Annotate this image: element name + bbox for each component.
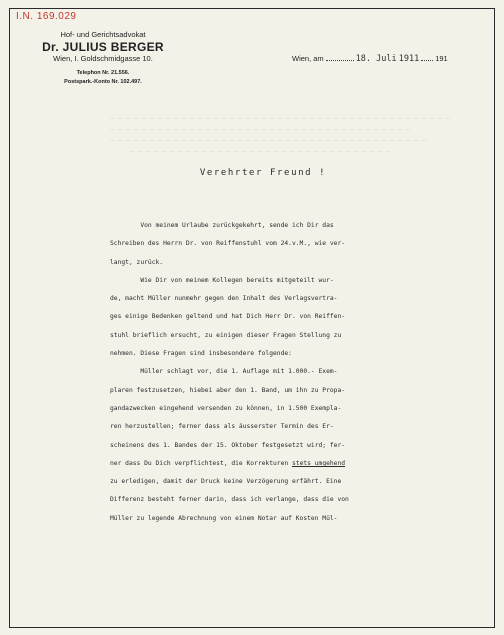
date-rule <box>326 60 354 61</box>
bleed-through <box>110 118 450 119</box>
bleed-through <box>110 140 430 141</box>
body-line: ren herzustellen; ferner dass als äusserster Termin des Er- <box>110 423 334 431</box>
body-line: zu erledigen, damit der Druck keine Verzögerung erfährt. Eine <box>110 478 342 486</box>
body-line: stuhl brieflich ersucht, zu einigen dieser Fragen Stellung zu <box>110 331 342 339</box>
body-line: gandazwecken eingehend versenden zu können, in 1.500 Exempla- <box>110 404 342 412</box>
body-line: Differenz besteht ferner darin, dass ich verlange, dass die von <box>110 496 349 504</box>
bleed-through <box>110 129 410 130</box>
date-place: Wien, am <box>292 54 324 63</box>
body-line: Wie Dir von meinem Kollegen bereits mitgeteilt wur- <box>110 276 334 284</box>
letterhead-name: Dr. JULIUS BERGER <box>42 40 164 54</box>
underlined-phrase: stets umgehend <box>291 459 346 467</box>
body-line: de, macht Müller nunmehr gegen den Inhalt des Verlagsvertra- <box>110 295 338 303</box>
letterhead-address: Wien, I. Goldschmidgasse 10. <box>53 54 153 63</box>
body-line: langt, zurück. <box>110 258 164 266</box>
letterhead-telephone: Telephon Nr. 21.556. <box>76 70 130 76</box>
body-line: nehmen. Diese Fragen sind insbesondere folgende: <box>110 350 292 358</box>
letter-body <box>110 217 460 528</box>
salutation: Verehrter Freund ! <box>199 168 327 178</box>
date-day-month: 18. Juli <box>355 54 397 64</box>
date-year-prefix: 191 <box>435 54 448 63</box>
letterhead-postal-account: Postspark.-Konto Nr. 102.497. <box>64 79 142 85</box>
letterhead <box>18 30 188 87</box>
body-line: Müller schlagt vor, die 1. Auflage mit 1.000.- Exem- <box>110 368 338 376</box>
bleed-through <box>130 151 390 152</box>
body-line: ges einige Bedenken geltend und hat Dich Herr Dr. von Reiffen- <box>110 313 346 321</box>
date-rule-2 <box>421 60 433 61</box>
body-line: scheinens des 1. Bandes der 15. Oktober festgesetzt wird; fer- <box>110 441 346 449</box>
letterhead-office: Hof- und Gerichtsadvokat <box>60 30 146 39</box>
date-year-typed: 1911 <box>398 54 420 64</box>
body-line: Von meinem Urlaube zurückgekehrt, sende ich Dir das <box>110 222 334 229</box>
date-line <box>292 54 462 64</box>
archive-number: I.N. 169.029 <box>16 11 77 22</box>
body-line: ner dass Du Dich verpflichtest, die Korrekturen stets umgehend <box>110 459 346 467</box>
body-line: Schreiben des Herrn Dr. von Reiffenstuhl vom 24.v.M., wie ver- <box>110 240 346 248</box>
body-line: Müller zu legende Abrechnung von einem Notar auf Kosten Mül- <box>110 514 338 522</box>
letterhead-contact <box>18 69 188 87</box>
body-line: plaren festzusetzen, hiebei aber den 1. Band, um ihn zu Propa- <box>110 386 346 394</box>
